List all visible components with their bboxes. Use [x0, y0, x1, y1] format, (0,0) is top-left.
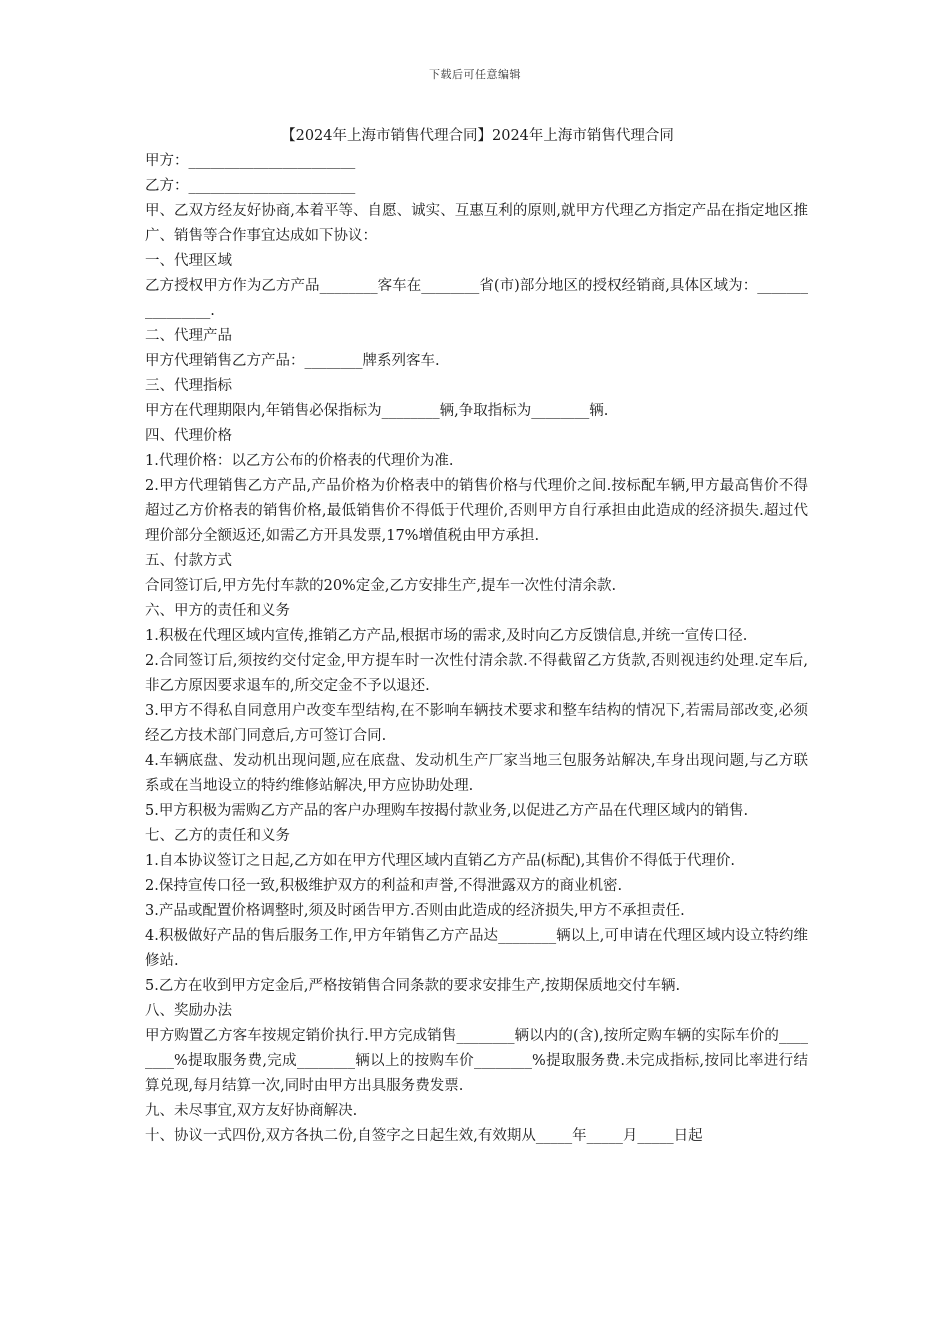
- section-heading-6: 六、甲方的责任和义务: [145, 603, 290, 619]
- section-heading-3: 三、代理指标: [145, 378, 232, 394]
- section-heading-4: 四、代理价格: [145, 428, 232, 444]
- section-6-item-3: 3.甲方不得私自同意用户改变车型结构,在不影响车辆技术要求和整车结构的情况下,若需局部改变,必须经乙方技术部门同意后,方可签订合同.: [145, 703, 808, 744]
- document-title: 【2024年上海市销售代理合同】2024年上海市销售代理合同: [281, 128, 674, 144]
- section-7-item-3: 3.产品或配置价格调整时,须及时函告甲方.否则由此造成的经济损失,甲方不承担责任.: [145, 903, 685, 919]
- section-4-item-1: 1.代理价格：以乙方公布的价格表的代理价为准.: [145, 453, 454, 469]
- section-heading-5: 五、付款方式: [145, 553, 232, 569]
- section-1-paragraph: 乙方授权甲方作为乙方产品________客车在________省(市)部分地区的授权经销商,具体区域为：________________.: [145, 278, 808, 319]
- party-a-line: 甲方：_______________________: [145, 153, 356, 169]
- section-heading-1: 一、代理区域: [145, 253, 232, 269]
- section-3-paragraph: 甲方在代理期限内,年销售必保指标为________辆,争取指标为________辆.: [145, 403, 609, 419]
- section-2-paragraph: 甲方代理销售乙方产品：________牌系列客车.: [145, 353, 440, 369]
- section-6-item-2: 2.合同签订后,须按约交付定金,甲方提车时一次性付清余款.不得截留乙方货款,否则视违约处理.定车后,非乙方原因要求退车的,所交定金不予以退还.: [145, 653, 808, 694]
- contract-document: [145, 124, 808, 1149]
- section-8-paragraph: 甲方购置乙方客车按规定销价执行.甲方完成销售________辆以内的(含),按所定购车辆的实际车价的________%提取服务费,完成________辆以上的按购车价________%提取服务费.未完成指标,按同比率进行结算兑现,每月结算一次,同时由甲方出具服务费发票.: [145, 1028, 808, 1094]
- section-6-item-5: 5.甲方积极为需购乙方产品的客户办理购车按揭付款业务,以促进乙方产品在代理区域内的销售.: [145, 803, 749, 819]
- section-heading-2: 二、代理产品: [145, 328, 232, 344]
- page-header-note: 下载后可任意编辑: [429, 68, 521, 81]
- section-6-item-1: 1.积极在代理区域内宣传,推销乙方产品,根据市场的需求,及时向乙方反馈信息,并统一宣传口径.: [145, 628, 748, 644]
- section-10-paragraph: 十、协议一式四份,双方各执二份,自签字之日起生效,有效期从_____年_____月_____日起: [145, 1128, 703, 1144]
- preamble-paragraph: 甲、乙双方经友好协商,本着平等、自愿、诚实、互惠互利的原则,就甲方代理乙方指定产品在指定地区推广、销售等合作事宜达成如下协议：: [145, 203, 808, 244]
- section-7-item-1: 1.自本协议签订之日起,乙方如在甲方代理区域内直销乙方产品(标配),其售价不得低于代理价.: [145, 853, 735, 869]
- section-4-item-2: 2.甲方代理销售乙方产品,产品价格为价格表中的销售价格与代理价之间.按标配车辆,甲方最高售价不得超过乙方价格表的销售价格,最低销售价不得低于代理价,否则甲方自行承担由此造成的经济损失.超过代理价部分全额返还,如需乙方开具发票,17%增值税由甲方承担.: [145, 478, 808, 544]
- section-7-item-2: 2.保持宣传口径一致,积极维护双方的利益和声誉,不得泄露双方的商业机密.: [145, 878, 623, 894]
- section-6-item-4: 4.车辆底盘、发动机出现问题,应在底盘、发动机生产厂家当地三包服务站解决,车身出现问题,与乙方联系或在当地设立的特约维修站解决,甲方应协助处理.: [145, 753, 808, 794]
- section-heading-8: 八、奖励办法: [145, 1003, 232, 1019]
- section-5-paragraph: 合同签订后,甲方先付车款的20%定金,乙方安排生产,提车一次性付清余款.: [145, 578, 617, 594]
- section-9-paragraph: 九、未尽事宜,双方友好协商解决.: [145, 1103, 358, 1119]
- party-b-line: 乙方：_______________________: [145, 178, 356, 194]
- section-7-item-4: 4.积极做好产品的售后服务工作,甲方年销售乙方产品达________辆以上,可申请在代理区域内设立特约维修站.: [145, 928, 808, 969]
- section-heading-7: 七、乙方的责任和义务: [145, 828, 290, 844]
- section-7-item-5: 5.乙方在收到甲方定金后,严格按销售合同条款的要求安排生产,按期保质地交付车辆.: [145, 978, 681, 994]
